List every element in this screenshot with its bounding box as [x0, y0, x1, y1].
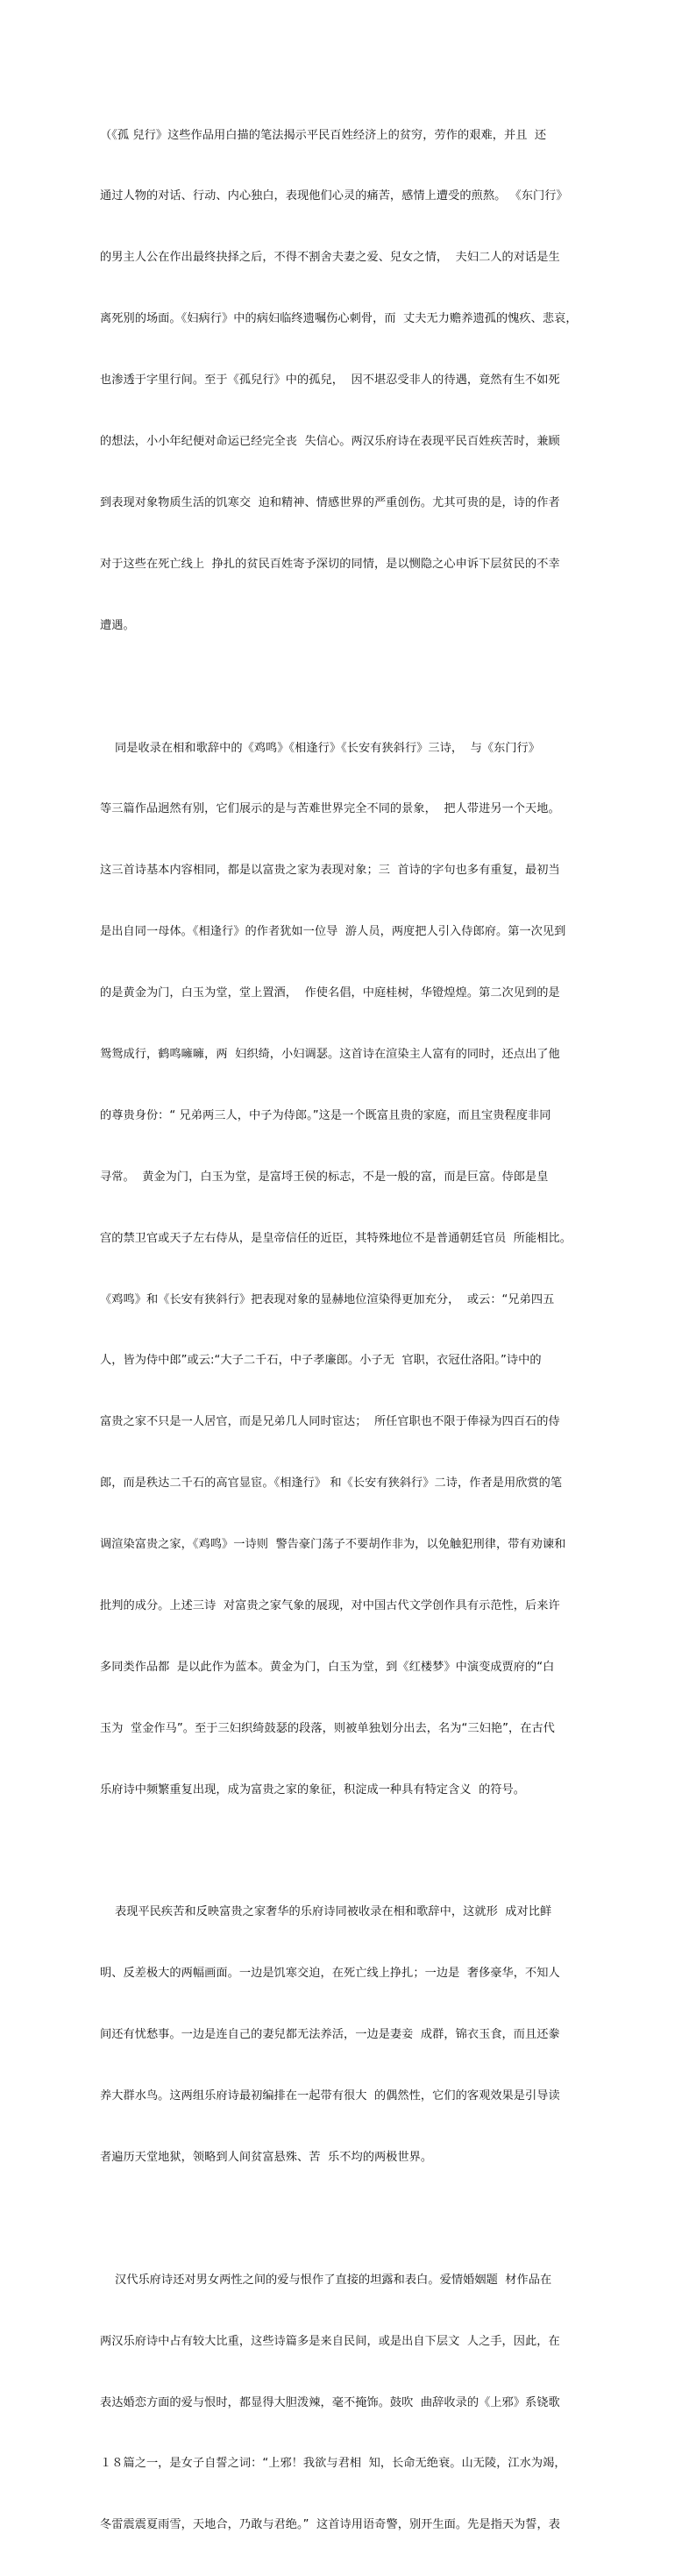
paragraph-4: [100, 2229, 601, 2576]
text-line: 对于这些在死亡线上 挣扎的贫民百姓寄予深切的同情，是以恻隐之心申诉下层贫民的不幸: [100, 557, 560, 571]
text-line: 的想法，小小年纪便对命运已经完全丧 失信心。两汉乐府诗在表现平民百姓疾苦时，兼顾: [100, 435, 560, 449]
paragraph-spacer: [100, 677, 601, 697]
text-line: （《孤 兒行》这些作品用白描的笔法揭示平民百姓经济上的贫穷，劳作的艰难，并且 还: [100, 128, 547, 142]
text-line: 多同类作品都 是以此作为蓝本。黄金为门，白玉为堂，到《红楼梦》中演变成贾府的“白: [100, 1660, 555, 1674]
text-line: 的尊贵身份：“ 兄弟两三人，中子为侍郎。”这是一个既富且贵的家庭，而且宝贵程度非同: [100, 1108, 551, 1122]
text-line: 郎，而是秩达二千石的高官显宦。《相逢行》 和《长安有狭斜行》二诗，作者是用欣赏的笔: [100, 1477, 563, 1491]
document-body: [100, 84, 601, 2576]
text-line: 富贵之家不只是一人居官，而是兄弟几人同时宦达； 所任官职也不限于俸禄为四百石的侍: [100, 1415, 560, 1429]
text-line: 通过人物的对话、行动、内心独白，表现他们心灵的痛苦，感情上遭受的煎熬。 《东门行》: [100, 189, 568, 203]
text-line: 是出自同一母体。《相逢行》的作者犹如一位导 游人员，两度把人引入侍郎府。第一次见到: [100, 925, 566, 939]
text-line: 汉代乐府诗还对男女两性之间的爱与恨作了直接的坦露和表白。爱情婚姻题 材作品在: [100, 2273, 552, 2287]
text-line: 间还有忧愁事。一边是连自己的妻兒都无法养活，一边是妻妾 成群，锦衣玉食，而且还豢: [100, 2028, 560, 2042]
text-line: 调渲染富贵之家，《鸡鸣》一诗则 警告豪门荡子不要胡作非为，以免触犯刑律，带有劝谏和: [100, 1538, 566, 1552]
text-line: 遭遇。: [100, 618, 135, 632]
text-line: 也渗透于字里行间。至于《孤兒行》中的孤兒， 因不堪忍受非人的待遇，竟然有生不如死: [100, 374, 560, 388]
text-line: 两汉乐府诗中占有较大比重，这些诗篇多是来自民间，或是出自下层文 人之手，因此，在: [100, 2334, 560, 2348]
text-line: 离死别的场面。《妇病行》中的病妇临终遗嘱伤心刺骨，而 丈夫无力赡养遗孤的愧疚、悲哀，: [100, 312, 578, 326]
paragraph-2: [100, 697, 601, 1841]
text-line: 这三首诗基本内容相同，都是以富贵之家为表现对象；三 首诗的字句也多有重复，最初当: [100, 864, 560, 878]
text-line: 的男主人公在作出最终抉择之后，不得不割舍夫妻之爱、兒女之情， 夫妇二人的对话是生: [100, 251, 560, 265]
paragraph-spacer: [100, 1841, 601, 1861]
text-line: 明、反差极大的两幅画面。一边是饥寒交迫，在死亡线上挣扎；一边是 奢侈豪华，不知人: [100, 1967, 560, 1981]
text-line: 寻常。 黄金为门，白玉为堂，是富埒王侯的标志，不是一般的富，而是巨富。侍郎是皇: [100, 1170, 549, 1184]
text-line: １８篇之一，是女子自誓之词：“上邪！我欲与君相 知，长命无绝衰。山无陵，江水为竭，: [100, 2457, 566, 2471]
paragraph-1: [100, 84, 601, 677]
text-line: 乐府诗中频繁重复出现，成为富贵之家的象征，积淀成一种具有特定含义 的符号。: [100, 1783, 526, 1797]
text-line: 冬雷震震夏雨雪，天地合，乃敢与君绝。” 这首诗用语奇警，别开生面。先是指天为誓，表: [100, 2518, 561, 2532]
text-line: 宫的禁卫官或天子左右侍从，是皇帝信任的近臣，其特殊地位不是普通朝廷官员 所能相比。: [100, 1231, 572, 1245]
text-line: 人，皆为侍中郎”或云:“大子二千石，中子孝廉郎。小子无 官职，衣冠仕洛阳。”诗中的: [100, 1354, 542, 1368]
text-line: 批判的成分。上述三诗 对富贵之家气象的展现，对中国古代文学创作具有示范性，后来许: [100, 1598, 560, 1612]
text-line: 到表现对象物质生活的饥寒交 迫和精神、情感世界的严重创伤。尤其可贵的是，诗的作者: [100, 495, 560, 509]
text-line: 表现平民疾苦和反映富贵之家奢华的乐府诗同被收录在相和歌辞中，这就形 成对比鲜: [100, 1905, 552, 1919]
text-line: 等三篇作品迥然有别，它们展示的是与苦难世界完全不同的景象， 把人带进另一个天地。: [100, 802, 560, 816]
text-line: 玉为 堂金作马”。至于三妇织绮鼓瑟的段落，则被单独划分出去，名为“三妇艳”，在古代: [100, 1721, 555, 1735]
text-line: 鸳鸳成行，鹤鸣噰噰，两 妇织绮，小妇调瑟。这首诗在渲染主人富有的同时，还点出了他: [100, 1047, 560, 1061]
paragraph-3: [100, 1861, 601, 2209]
text-line: 表达婚恋方面的爱与恨时，都显得大胆泼辣，毫不掩饰。鼓吹 曲辞收录的《上邪》系铙歌: [100, 2395, 560, 2409]
text-line: 的是黄金为门，白玉为堂，堂上置酒， 作使名倡，中庭桂树，华镫煌煌。第二次见到的是: [100, 986, 560, 1000]
text-line: 同是收录在相和歌辞中的《鸡鸣》《相逢行》《长安有狭斜行》三诗， 与《东门行》: [100, 741, 541, 755]
text-line: 养大群水鸟。这两组乐府诗最初编排在一起带有很大 的偶然性，它们的客观效果是引导读: [100, 2089, 560, 2103]
paragraph-spacer: [100, 2209, 601, 2229]
text-line: 《鸡鸣》和《长安有狭斜行》把表现对象的显赫地位渲染得更加充分， 或云：“兄弟四五: [100, 1292, 555, 1306]
text-line: 者遍历天堂地狱，领略到人间贫富悬殊、苦 乐不均的两极世界。: [100, 2150, 433, 2164]
